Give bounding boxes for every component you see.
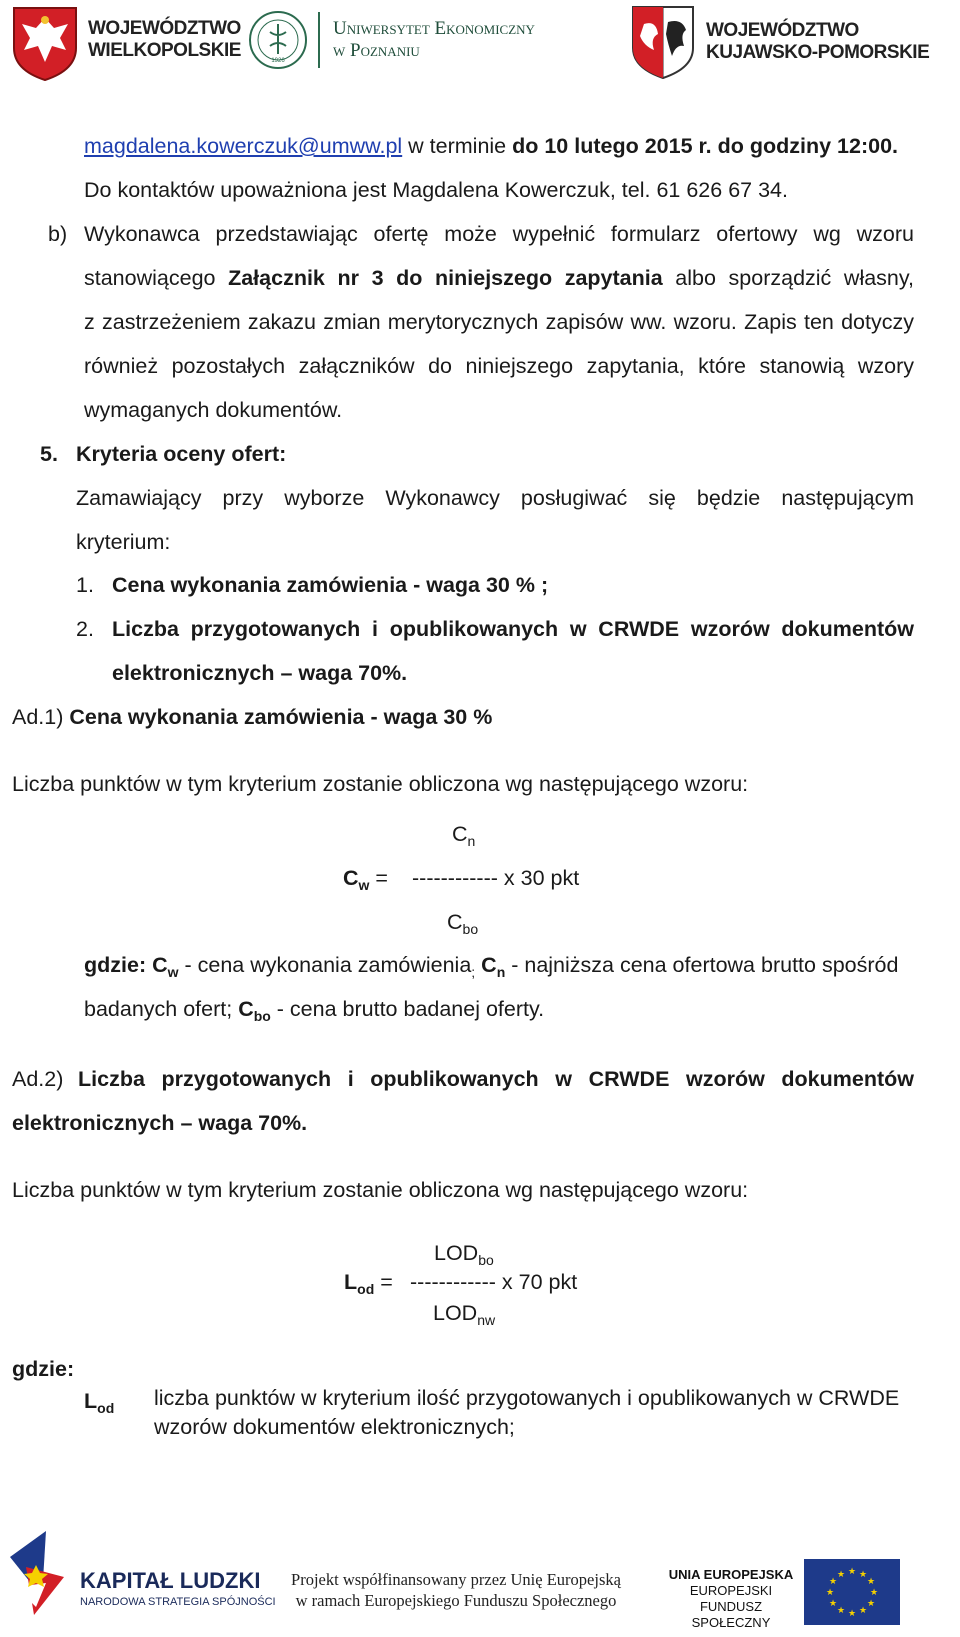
formula2-lhs [344,1269,393,1295]
deadline-prefix: w terminie [402,134,513,158]
legend2-desc-line2: wzorów dokumentów elektronicznych; [154,1415,515,1439]
legend1-cn-desc: - najniższa cena ofertowa brutto spośród [505,953,899,977]
formula1-num-base: C [452,822,468,846]
svg-text:★: ★ [836,1606,846,1616]
svg-text:★: ★ [858,1606,868,1616]
kujawsko-logo-text [706,20,929,64]
legend1-line2 [84,996,544,1022]
svg-text:★: ★ [866,1577,876,1587]
eu-line1: UNIA EUROPEJSKA [668,1567,794,1582]
attachment-reference: Załącznik nr 3 do niniejszego zapytania [228,266,663,290]
legend2-term-sub: od [97,1400,115,1416]
legend1-label: gdzie: C [84,953,168,977]
legend1-cn: C [475,953,497,977]
project-cofinancing-text [278,1569,634,1611]
formula2-numerator [434,1240,494,1266]
svg-text:★: ★ [847,1567,857,1577]
formula1-denominator [447,909,478,935]
b-line2-end: albo sporządzić własny, [662,266,915,290]
formula1-numerator [452,821,475,847]
kujawsko-line1: WOJEWÓDZTWO [706,20,859,41]
kujawsko-pomorskie-crest-icon [630,4,696,80]
ad2-prefix: Ad.2) [12,1067,64,1091]
ad2-title-line1: Liczba przygotowanych i opublikowanych w CRWDE wzorów dokumentów [78,1067,914,1091]
formula1-lhs-sub: w [358,877,370,893]
eu-line2: EUROPEJSKI [689,1583,773,1598]
formula2-den-base: LOD [433,1301,478,1325]
svg-text:★: ★ [825,1588,835,1598]
criterion-1-number: 1. [76,573,94,597]
formula2-num-base: LOD [434,1241,479,1265]
ad1-intro: Liczba punktów w tym kryterium zostanie obliczona wg następującego wzoru: [12,772,749,796]
formula1-lhs [343,865,388,891]
section-5-number: 5. [40,442,58,466]
ad1-prefix: Ad.1) [12,705,70,729]
legend2-term-base: L [84,1389,98,1413]
legend1-cw-desc: - cena wykonania zamówienia [178,953,472,977]
section-5-title: Kryteria oceny ofert: [76,442,287,466]
formula2-equals: = [374,1270,393,1294]
formula1-den-sub: bo [462,921,479,937]
legend2-term [84,1388,114,1414]
paragraph-b-line4: również pozostałych załączników do niniejszego zapytania, które stanowią wzory [84,354,914,378]
page-footer [0,1525,960,1637]
legend2-desc-line1: liczba punktów w kryterium ilość przygotowanych i opublikowanych w CRWDE [154,1386,900,1410]
eu-line3: FUNDUSZ SPOŁECZNY [691,1599,771,1630]
formula1-num-sub: n [467,833,476,849]
eu-fund-text [668,1567,794,1631]
formula2-denominator [433,1300,495,1326]
paragraph-b-line2 [84,265,914,291]
project-line2: w ramach Europejskiego Funduszu Społecznego [295,1591,617,1610]
formula1-fraction-bar: ------------ x 30 pkt [412,866,580,890]
formula2-num-sub: bo [478,1252,494,1268]
svg-text:★: ★ [858,1570,868,1580]
svg-text:★: ★ [836,1570,846,1580]
criterion-2-line1: Liczba przygotowanych i opublikowanych w CRWDE wzorów dokumentów [112,617,914,641]
ad1-title: Cena wykonania zamówienia - waga 30 % [69,705,493,729]
legend1-w-sub: w [167,964,179,980]
list-marker-b: b) [48,222,68,246]
paragraph-b-line5: wymaganych dokumentów. [84,398,343,422]
formula2-lhs-base: L [344,1270,358,1294]
section-5-line1: Zamawiający przy wyborze Wykonawcy posługiwać się będzie następującym [76,486,914,510]
formula2-lhs-sub: od [357,1281,375,1297]
page-header [0,0,960,90]
criterion-1-text: Cena wykonania zamówienia - waga 30 % ; [112,573,549,597]
wielkopolskie-line1: WOJEWÓDZTWO [88,18,241,39]
university-line1: Uniwersytet Ekonomiczny [333,18,535,39]
svg-text:★: ★ [869,1588,879,1598]
svg-text:★: ★ [828,1577,838,1587]
svg-text:★: ★ [847,1609,857,1619]
legend1-line2-start: badanych ofert; [84,997,239,1021]
university-logo-text [333,18,535,62]
kapital-ludzki-subtitle: NARODOWA STRATEGIA SPÓJNOŚCI [80,1596,276,1608]
svg-text:★: ★ [866,1599,876,1609]
svg-text:★: ★ [828,1599,838,1609]
section-5-line2: kryterium: [76,530,171,554]
formula1-lhs-base: C [343,866,359,890]
paragraph-b-line3: z zastrzeżeniem zakazu zmian merytorycznych zapisów ww. wzoru. Zapis ten dotyczy [84,310,914,334]
university-divider [318,12,320,68]
ad2-title-line2: elektronicznych – waga 70%. [12,1111,308,1135]
ad1-heading [12,704,492,730]
wielkopolskie-logo-text [88,18,241,62]
criterion-2-line2: elektronicznych – waga 70%. [112,661,408,685]
legend2-label: gdzie: [12,1357,75,1381]
contact-line: Do kontaktów upoważniona jest Magdalena Kowerczuk, tel. 61 626 67 34. [84,178,788,202]
svg-text:1926: 1926 [271,58,285,64]
b-line2-start: stanowiącego [84,266,229,290]
deadline-date: do 10 lutego 2015 r. do godziny 12:00. [512,134,899,158]
wielkopolskie-line2: WIELKOPOLSKIE [88,40,241,61]
legend1-line1 [84,952,898,978]
formula2-fraction-bar: ------------ x 70 pkt [410,1270,578,1294]
legend1-n-sub: n [496,964,506,980]
eu-flag-icon [804,1559,900,1625]
formula1-den-base: C [447,910,463,934]
legend1-semicolon: ; [471,964,476,980]
formula2-den-sub: nw [477,1312,496,1328]
paragraph-b-line1: Wykonawca przedstawiając ofertę może wypełnić formularz ofertowy wg wzoru [84,222,914,246]
email-line [84,133,898,159]
legend1-cbo: C [238,997,254,1021]
kujawsko-line2: KUJAWSKO-POMORSKIE [706,42,930,63]
project-line1: Projekt współfinansowany przez Unię Europejską [291,1570,621,1589]
ad2-intro: Liczba punktów w tym kryterium zostanie obliczona wg następującego wzoru: [12,1178,749,1202]
formula1-equals: = [369,866,388,890]
legend1-bo-sub: bo [253,1008,271,1024]
email-link[interactable]: magdalena.kowerczuk@umww.pl [84,134,403,158]
criterion-2-number: 2. [76,617,94,641]
kapital-ludzki-icon [6,1527,70,1619]
kapital-ludzki-title: KAPITAŁ LUDZKI [80,1568,261,1593]
legend1-cbo-desc: - cena brutto badanej oferty. [270,997,545,1021]
university-line2: w Poznaniu [333,40,420,61]
university-seal-icon [248,10,308,70]
wielkopolskie-crest-icon [10,4,80,82]
